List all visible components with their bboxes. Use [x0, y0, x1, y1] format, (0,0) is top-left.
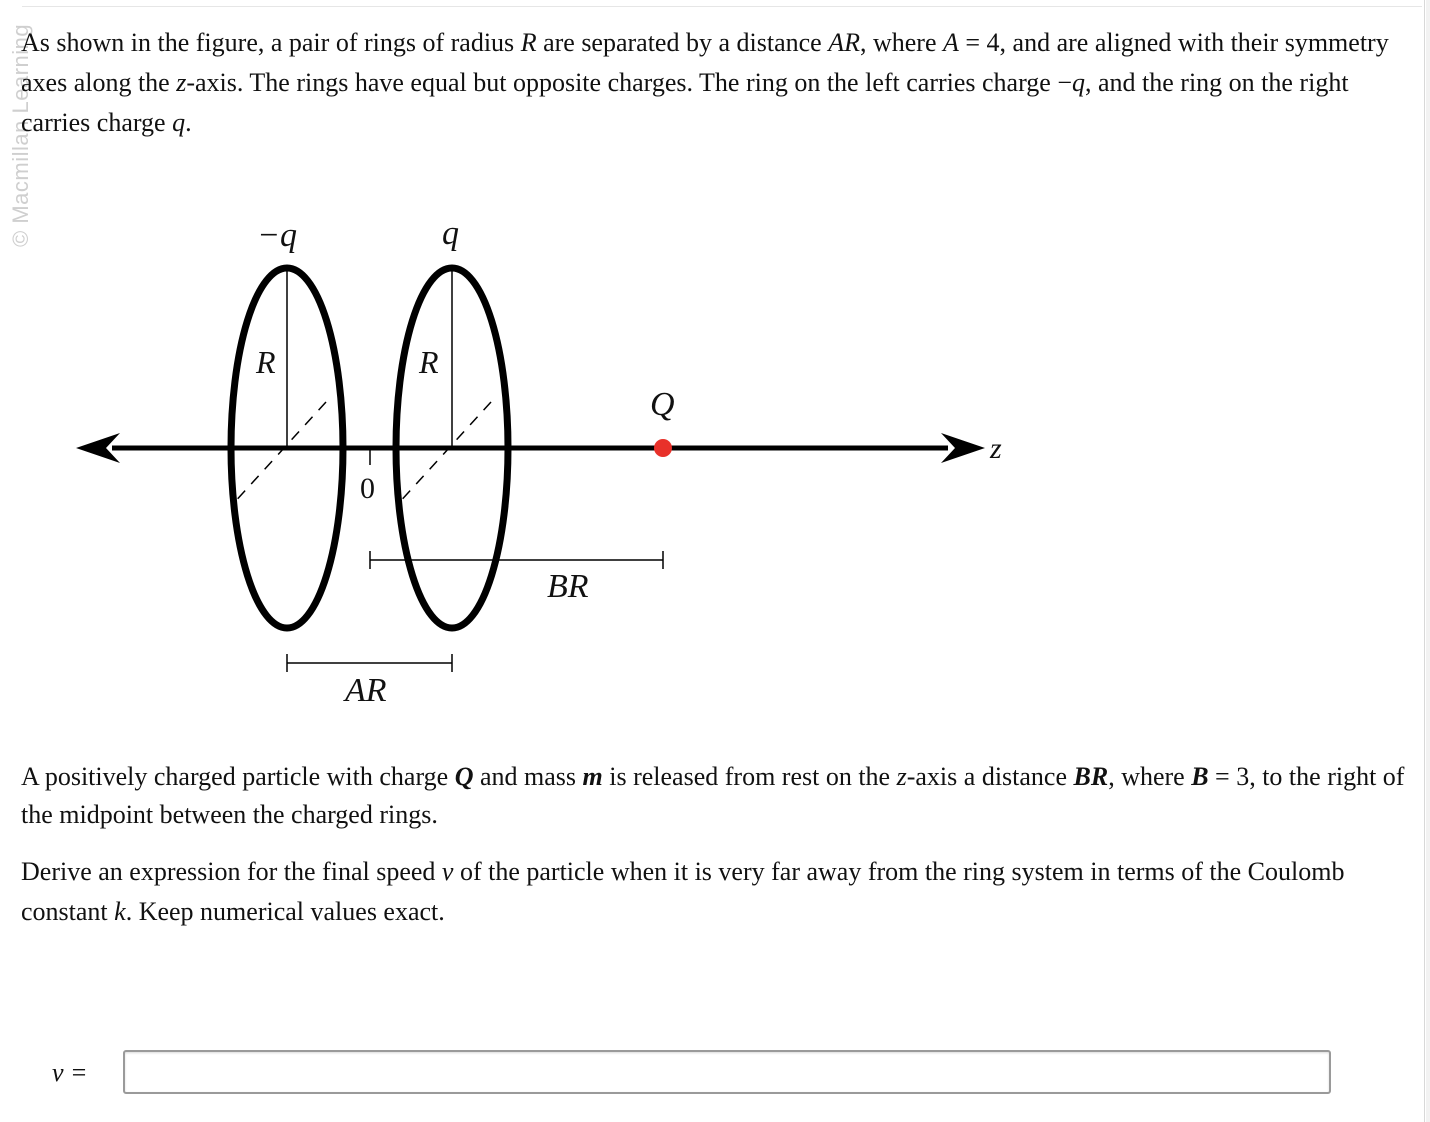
right-radius-label: R [419, 344, 439, 380]
z-axis-label: z [990, 432, 1002, 465]
ar-label: AR [345, 672, 387, 709]
problem-task: Derive an expression for the final speed v of the particle when it is very far away from the ring system in terms of the Coulomb constant k. Keep numerical values exact. [21, 857, 1345, 926]
copyright-watermark: © Macmillan Learning [8, 23, 33, 247]
br-dimension-line [370, 551, 663, 569]
origin-label: 0 [360, 472, 375, 505]
right-charge-label: q [442, 215, 459, 252]
br-label: BR [547, 568, 589, 605]
problem-particle: A positively charged particle with charge Q and mass m is released from rest on the z-axis a distance BR, where B = 3, to the right of the midpoint between the charged rings. [21, 762, 1405, 829]
left-ring-diameter [232, 402, 326, 505]
left-charge-label: −q [257, 217, 297, 254]
answer-input[interactable] [123, 1050, 1331, 1094]
z-axis [76, 433, 985, 463]
particle-label: Q [650, 386, 675, 423]
answer-label: v = [52, 1058, 88, 1087]
left-radius-label: R [256, 344, 276, 380]
ar-dimension-line [287, 654, 452, 672]
particle-q-dot [654, 439, 672, 457]
problem-intro: As shown in the figure, a pair of rings of radius R are separated by a distance AR, where A = 4, and are aligned with their symmetry axes along the z-axis. The rings have equal but opposite charges. The ring on the left carries charge −q, and the ring on the right carries charge q. [21, 28, 1389, 137]
right-ring-diameter [397, 402, 491, 505]
